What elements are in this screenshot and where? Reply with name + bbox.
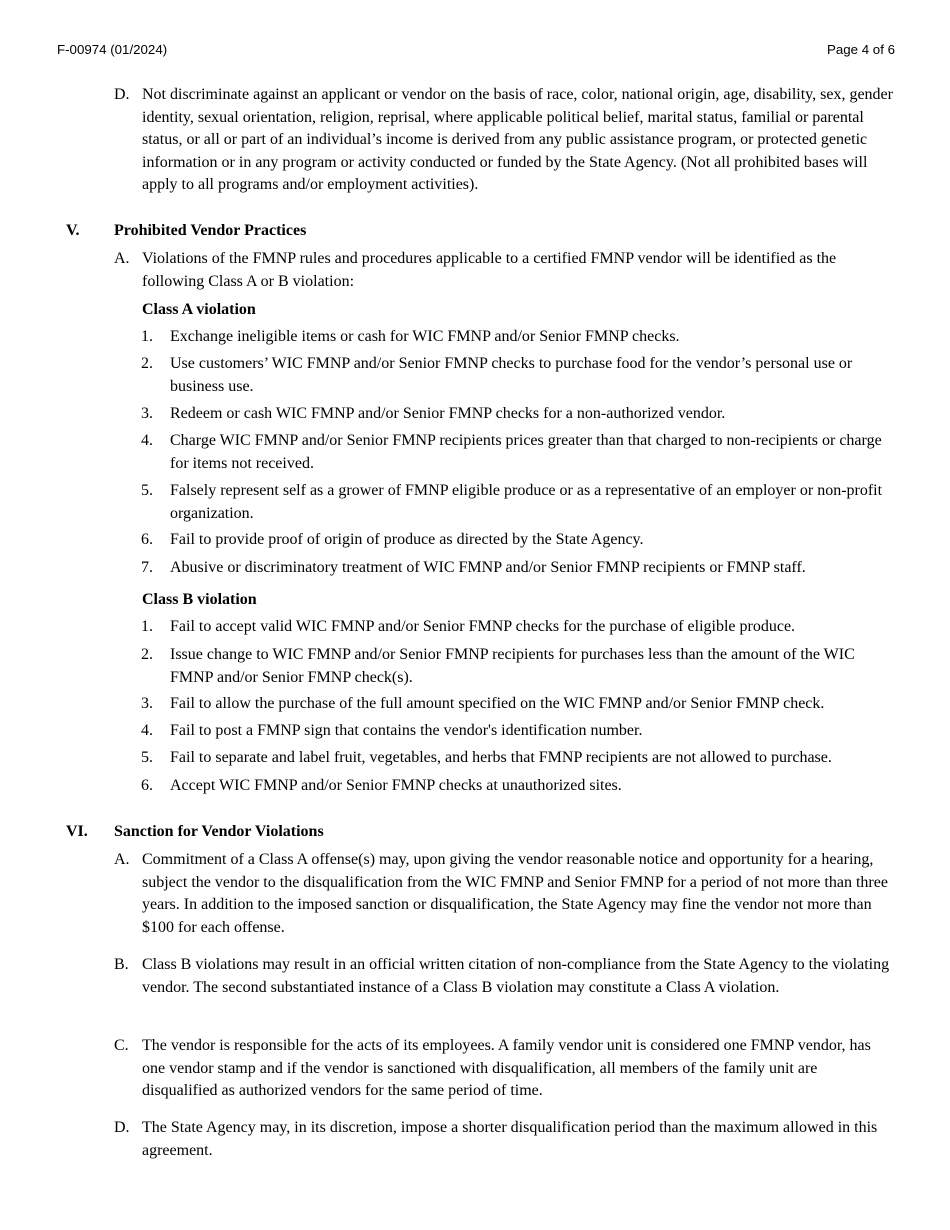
item-label: D.	[114, 1119, 130, 1136]
class-a-heading: Class A violation	[142, 301, 256, 318]
section-vi-item	[114, 1117, 894, 1162]
class-a-item	[141, 529, 893, 552]
list-item-d	[114, 84, 894, 197]
class-b-item	[141, 775, 893, 798]
item-number: 2.	[141, 355, 153, 372]
section-v-heading	[66, 220, 306, 243]
class-a-item	[141, 403, 893, 426]
item-number: 1.	[141, 618, 153, 635]
item-number: 6.	[141, 531, 153, 548]
class-b-item	[141, 720, 893, 743]
section-number: V.	[66, 222, 80, 239]
item-label: C.	[114, 1037, 129, 1054]
item-text: Falsely represent self as a grower of FMNP eligible produce or as a representative of an employer or non-profit organization.	[170, 482, 883, 522]
item-label: A.	[114, 851, 130, 868]
item-text: Fail to separate and label fruit, vegetables, and herbs that FMNP recipients are not allowed to purchase.	[170, 749, 832, 766]
section-number: VI.	[66, 823, 88, 840]
item-text: The vendor is responsible for the acts of its employees. A family vendor unit is considered one FMNP vendor, has one vendor stamp and if the vendor is sanctioned with disqualification, all members of the family unit are disqualified as authorized vendors for the same period of time.	[142, 1037, 871, 1100]
item-text: Redeem or cash WIC FMNP and/or Senior FMNP checks for a non-authorized vendor.	[170, 405, 726, 422]
item-number: 2.	[141, 646, 153, 663]
item-number: 5.	[141, 749, 153, 766]
item-text: Fail to post a FMNP sign that contains the vendor's identification number.	[170, 722, 643, 739]
section-v-item-a	[114, 248, 894, 293]
item-text: Not discriminate against an applicant or vendor on the basis of race, color, national origin, age, disability, sex, gender identity, sexual orientation, religion, reprisal, where applicable political belief, marital status, familial or parental status, or all or part of an individual’s income is derived from any public assistance program, or protected genetic information or in any program or activity conducted or funded by the State Agency. (Not all prohibited bases will apply to all programs and/or employment activities).	[142, 86, 893, 194]
class-a-item	[141, 326, 893, 349]
section-title: Sanction for Vendor Violations	[114, 823, 324, 840]
item-text: Charge WIC FMNP and/or Senior FMNP recipients prices greater than that charged to non-recipients or charge for items not received.	[170, 432, 882, 472]
item-text: Violations of the FMNP rules and procedures applicable to a certified FMNP vendor will be identified as the following Class A or B violation:	[142, 250, 837, 290]
item-text: The State Agency may, in its discretion, impose a shorter disqualification period than the maximum allowed in this agreement.	[142, 1119, 878, 1159]
class-a-item	[141, 353, 893, 398]
item-number: 6.	[141, 777, 153, 794]
section-title: Prohibited Vendor Practices	[114, 222, 307, 239]
item-number: 4.	[141, 722, 153, 739]
item-label: D.	[114, 86, 130, 103]
class-b-item	[141, 747, 893, 770]
item-number: 5.	[141, 482, 153, 499]
form-id: F-00974 (01/2024)	[57, 42, 168, 57]
section-vi-heading	[66, 821, 324, 844]
item-text: Abusive or discriminatory treatment of WIC FMNP and/or Senior FMNP recipients or FMNP staff.	[170, 559, 806, 576]
item-label: B.	[114, 956, 129, 973]
class-a-item	[141, 430, 893, 475]
item-number: 3.	[141, 405, 153, 422]
item-text: Accept WIC FMNP and/or Senior FMNP checks at unauthorized sites.	[170, 777, 622, 794]
item-number: 1.	[141, 328, 153, 345]
class-a-item	[141, 557, 893, 580]
class-b-item	[141, 693, 893, 716]
item-number: 7.	[141, 559, 153, 576]
section-vi-item	[114, 1035, 894, 1103]
class-b-item	[141, 616, 893, 639]
class-b-item	[141, 644, 893, 689]
item-text: Issue change to WIC FMNP and/or Senior FMNP recipients for purchases less than the amount of the WIC FMNP and/or Senior FMNP check(s).	[170, 646, 855, 686]
item-text: Commitment of a Class A offense(s) may, upon giving the vendor reasonable notice and opportunity for a hearing, subject the vendor to the disqualification from the WIC FMNP and Senior FMNP for a period of not more than three years. In addition to the imposed sanction or disqualification, the State Agency may fine the vendor not more than $100 for each offense.	[142, 851, 888, 936]
item-number: 4.	[141, 432, 153, 449]
item-label: A.	[114, 250, 130, 267]
item-text: Fail to provide proof of origin of produce as directed by the State Agency.	[170, 531, 644, 548]
item-text: Fail to accept valid WIC FMNP and/or Senior FMNP checks for the purchase of eligible produce.	[170, 618, 796, 635]
page-number: Page 4 of 6	[826, 42, 895, 57]
item-text: Exchange ineligible items or cash for WIC FMNP and/or Senior FMNP checks.	[170, 328, 680, 345]
item-text: Fail to allow the purchase of the full amount specified on the WIC FMNP and/or Senior FMNP check.	[170, 695, 825, 712]
item-text: Class B violations may result in an official written citation of non-compliance from the State Agency to the violating vendor. The second substantiated instance of a Class B violation may constitute a Class A violation.	[142, 956, 890, 996]
item-number: 3.	[141, 695, 153, 712]
class-a-item	[141, 480, 893, 525]
section-vi-item	[114, 849, 894, 939]
item-text: Use customers’ WIC FMNP and/or Senior FMNP checks to purchase food for the vendor’s personal use or business use.	[170, 355, 853, 395]
section-vi-item	[114, 954, 894, 999]
class-b-heading: Class B violation	[142, 591, 257, 608]
